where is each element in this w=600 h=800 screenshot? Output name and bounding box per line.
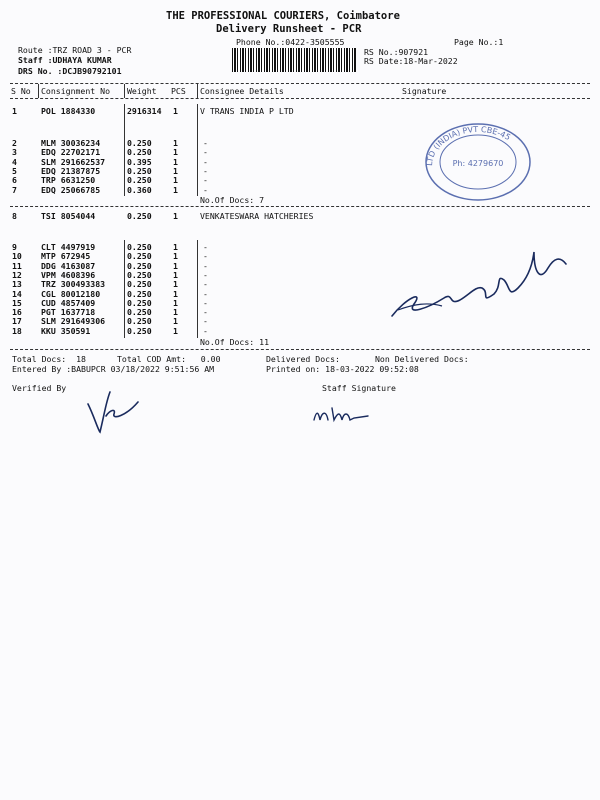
- row-weight: 0.250: [127, 316, 152, 327]
- row-pcs: 1: [173, 269, 178, 280]
- group1-weight: 2916314: [127, 106, 162, 116]
- staff: Staff :UDHAYA KUMAR: [18, 55, 112, 65]
- col-divider: [38, 84, 39, 98]
- non-delivered-docs: Non Delivered Docs:: [375, 354, 469, 364]
- row-consignee: -: [203, 184, 208, 195]
- stamp-center-text: Ph: 4279670: [452, 159, 504, 168]
- row-weight: 0.250: [127, 251, 152, 262]
- row-consignee: -: [203, 307, 208, 318]
- row-pcs: 1: [173, 165, 178, 176]
- group2-rule: [10, 349, 590, 350]
- row-weight: 0.250: [127, 242, 152, 252]
- total-cod: Total COD Amt: 0.00: [117, 354, 221, 364]
- group2-docs-count: No.Of Docs: 11: [200, 337, 270, 347]
- row-consignment: TRZ 300493383: [41, 279, 106, 290]
- row-consignment: SLM 291662537: [41, 156, 106, 167]
- row-sno: 10: [12, 251, 22, 262]
- row-consignment: CGL 80012180: [41, 288, 101, 299]
- row-pcs: 1: [173, 156, 178, 167]
- row-weight: 0.395: [127, 156, 152, 167]
- row-sno: 12: [12, 269, 22, 280]
- group1-sno: 1: [12, 106, 17, 116]
- row-pcs: 1: [173, 184, 178, 195]
- row-weight: 0.250: [127, 325, 152, 336]
- group1-divider: [124, 104, 125, 196]
- row-consignee: -: [203, 279, 208, 290]
- row-weight: 0.250: [127, 288, 152, 299]
- document-title: Delivery Runsheet - PCR: [216, 23, 362, 35]
- group1-rule: [10, 206, 590, 207]
- row-consignment: SLM 291649306: [41, 316, 106, 327]
- row-consignment: EDQ 25066785: [41, 184, 101, 195]
- header-bottom-rule: [10, 98, 590, 99]
- row-pcs: 1: [173, 138, 178, 148]
- row-consignment: PGT 1637718: [41, 307, 96, 318]
- barcode: [232, 48, 356, 72]
- company-title: THE PROFESSIONAL COURIERS, Coimbatore: [166, 10, 400, 22]
- phone-number: Phone No.:0422-3505555: [236, 37, 345, 47]
- row-pcs: 1: [173, 242, 178, 252]
- row-sno: 18: [12, 325, 22, 336]
- row-pcs: 1: [173, 147, 178, 158]
- row-consignment: MTP 672945: [41, 251, 91, 262]
- row-sno: 6: [12, 175, 17, 186]
- route: Route :TRZ ROAD 3 - PCR: [18, 45, 132, 55]
- printed-on: Printed on: 18-03-2022 09:52:08: [266, 364, 419, 374]
- group1-consignment: POL 1884330: [41, 106, 96, 116]
- row-weight: 0.360: [127, 184, 152, 195]
- group1-pcs: 1: [173, 106, 178, 116]
- staff-signature-label: Staff Signature: [322, 383, 396, 393]
- row-sno: 5: [12, 165, 17, 176]
- rs-number: RS No.:907921: [364, 47, 429, 57]
- group1-docs-count: No.Of Docs: 7: [200, 195, 265, 205]
- row-consignment: CLT 4497919: [41, 242, 96, 252]
- group2-consignment: TSI 8054044: [41, 211, 96, 221]
- row-consignee: -: [203, 316, 208, 327]
- row-weight: 0.250: [127, 269, 152, 280]
- row-consignee: -: [203, 138, 208, 148]
- row-consignee: -: [203, 242, 208, 252]
- row-sno: 4: [12, 156, 17, 167]
- col-consignment: Consignment No: [41, 86, 111, 96]
- row-pcs: 1: [173, 260, 178, 271]
- row-consignment: TRP 6631250: [41, 175, 96, 186]
- row-consignment: KKU 350591: [41, 325, 91, 336]
- col-pcs: PCS: [171, 86, 186, 96]
- row-weight: 0.250: [127, 297, 152, 308]
- staff-signature: [312, 402, 372, 426]
- row-pcs: 1: [173, 175, 178, 186]
- row-weight: 0.250: [127, 279, 152, 290]
- row-consignment: VPM 4608396: [41, 269, 96, 280]
- page-number: Page No.:1: [454, 37, 504, 47]
- company-stamp: [418, 120, 538, 200]
- col-signature: Signature: [402, 86, 447, 96]
- row-pcs: 1: [173, 279, 178, 290]
- col-sno: S No: [11, 86, 31, 96]
- group2-divider: [124, 240, 125, 338]
- row-consignment: EDQ 21387875: [41, 165, 101, 176]
- group2-sno: 8: [12, 211, 17, 221]
- col-divider: [197, 84, 198, 98]
- row-consignment: DDG 4163087: [41, 260, 96, 271]
- group2-divider: [197, 240, 198, 338]
- col-divider: [124, 84, 125, 98]
- row-sno: 16: [12, 307, 22, 318]
- header-top-rule: [10, 83, 590, 84]
- row-weight: 0.250: [127, 260, 152, 271]
- row-consignment: MLM 30036234: [41, 138, 101, 148]
- row-pcs: 1: [173, 297, 178, 308]
- row-sno: 14: [12, 288, 22, 299]
- row-sno: 3: [12, 147, 17, 158]
- row-sno: 17: [12, 316, 22, 327]
- row-consignee: -: [203, 156, 208, 167]
- row-sno: 15: [12, 297, 22, 308]
- row-consignee: -: [203, 260, 208, 271]
- group2-consignee: VENKATESWARA HATCHERIES: [200, 211, 314, 221]
- col-consignee: Consignee Details: [200, 86, 284, 96]
- row-pcs: 1: [173, 325, 178, 336]
- row-consignee: -: [203, 269, 208, 280]
- stamp-ring-text: LTD (INDIA) PVT CBE-45: [424, 124, 513, 167]
- row-consignee: -: [203, 288, 208, 299]
- row-consignee: -: [203, 165, 208, 176]
- row-consignee: -: [203, 147, 208, 158]
- row-pcs: 1: [173, 316, 178, 327]
- row-consignment: CUD 4857409: [41, 297, 96, 308]
- row-consignee: -: [203, 325, 208, 336]
- rs-date: RS Date:18-Mar-2022: [364, 56, 458, 66]
- row-consignee: -: [203, 175, 208, 186]
- row-consignee: -: [203, 251, 208, 262]
- drs-number: DRS No. :DCJB90792101: [18, 66, 122, 76]
- consignee-signature: [384, 238, 574, 328]
- row-consignment: EDQ 22702171: [41, 147, 101, 158]
- row-weight: 0.250: [127, 138, 152, 148]
- group2-weight: 0.250: [127, 211, 152, 221]
- row-weight: 0.250: [127, 147, 152, 158]
- entered-by: Entered By :BABUPCR 03/18/2022 9:51:56 AM: [12, 364, 215, 374]
- delivered-docs: Delivered Docs:: [266, 354, 340, 364]
- total-docs: Total Docs: 18: [12, 354, 86, 364]
- group1-divider: [197, 104, 198, 196]
- row-sno: 7: [12, 184, 17, 195]
- verified-by-label: Verified By: [12, 383, 67, 393]
- row-sno: 11: [12, 260, 22, 271]
- row-sno: 2: [12, 138, 17, 148]
- row-pcs: 1: [173, 251, 178, 262]
- row-weight: 0.250: [127, 165, 152, 176]
- group1-consignee: V TRANS INDIA P LTD: [200, 106, 294, 116]
- row-weight: 0.250: [127, 307, 152, 318]
- row-pcs: 1: [173, 307, 178, 318]
- row-sno: 9: [12, 242, 17, 252]
- col-weight: Weight: [127, 86, 157, 96]
- group2-pcs: 1: [173, 211, 178, 221]
- row-sno: 13: [12, 279, 22, 290]
- row-weight: 0.250: [127, 175, 152, 186]
- row-pcs: 1: [173, 288, 178, 299]
- row-consignee: -: [203, 297, 208, 308]
- verifier-signature: [86, 386, 146, 438]
